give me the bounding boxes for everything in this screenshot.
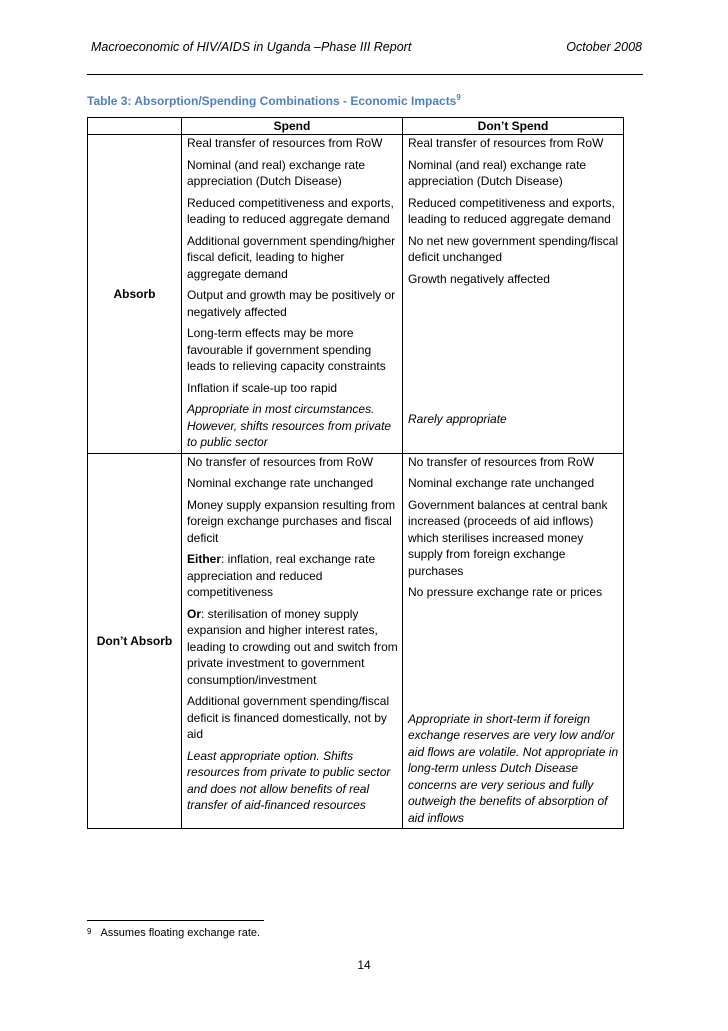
list-item: Money supply expansion resulting from foreign exchange purchases and fiscal deficit — [187, 497, 396, 545]
either-text: : inflation, real exchange rate appreciation and reduced competitiveness — [187, 552, 376, 599]
verdict-text: Least appropriate option. Shifts resources from private to public sector and does not allow benefits of real transfer of aid-financed resources — [187, 748, 391, 812]
running-header-title: Macroeconomic of HIV/AIDS in Uganda –Phase III Report — [91, 40, 412, 54]
footnote — [87, 927, 260, 939]
or-label: Or — [187, 606, 202, 621]
list-item: Long-term effects may be more favourable if government spending leads to relieving capacity constraints — [187, 326, 386, 373]
either-label: Either — [187, 552, 222, 566]
verdict-text: Appropriate in most circumstances. However, shifts resources from private to public sector — [187, 402, 392, 449]
list-item: Inflation if scale-up too rapid — [187, 380, 338, 395]
table-row-dont-absorb — [88, 453, 624, 829]
list-item: Real transfer of resources from RoW — [187, 136, 383, 150]
list-item: Nominal (and real) exchange rate appreciation (Dutch Disease) — [408, 157, 587, 188]
list-item-either — [187, 551, 400, 601]
list-item: Nominal exchange rate unchanged — [408, 476, 595, 490]
list-item: Reduced competitiveness and exports, leading to reduced aggregate demand — [408, 195, 615, 226]
dont-absorb-dont-spend-cell — [403, 453, 624, 829]
list-item: No transfer of resources from RoW — [187, 454, 374, 469]
absorption-spending-table — [87, 117, 624, 829]
table-header-row — [88, 118, 624, 135]
list-item: No transfer of resources from RoW — [408, 454, 595, 469]
dont-spend-column-header: Don’t Spend — [403, 118, 624, 135]
list-item: No net new government spending/fiscal deficit unchanged — [408, 233, 619, 264]
row-label-dont-absorb: Don’t Absorb — [88, 453, 182, 829]
list-item: Growth negatively affected — [408, 271, 550, 286]
or-text: : sterilisation of money supply expansion and higher interest rates, leading to crowding out and switch from private investment to government consumption/investment — [187, 606, 398, 687]
footnote-mark: 9 — [87, 927, 92, 936]
list-item: Output and growth may be positively or negatively affected — [187, 288, 396, 319]
table-caption — [87, 93, 461, 108]
running-header-date: October 2008 — [566, 40, 642, 54]
list-item: Additional government spending/fiscal deficit is financed domestically, not by aid — [187, 694, 390, 741]
header-divider — [87, 74, 643, 75]
corner-header-cell — [88, 118, 182, 135]
absorb-dont-spend-cell — [403, 135, 624, 454]
footnote-divider — [87, 920, 264, 921]
list-item: Government balances at central bank increased (proceeds of aid inflows) which sterilises increased money supply from foreign exchange purchases — [408, 497, 608, 578]
verdict-text: Appropriate in short-term if foreign exchange reserves are very low and/or aid flows are volatile. Not appropriate in long-term unless Dutch Disease concerns are very serious and fully outweigh the benefits of absorption of aid inflows — [408, 711, 619, 825]
list-item-or — [187, 606, 400, 689]
dont-absorb-spend-cell — [182, 453, 403, 829]
list-item: No pressure exchange rate or prices — [408, 585, 603, 599]
list-item: Reduced competitiveness and exports, leading to reduced aggregate demand — [187, 195, 394, 226]
spend-column-header: Spend — [182, 118, 403, 135]
page-number: 14 — [357, 958, 371, 972]
table-caption-text: Table 3: Absorption/Spending Combinations - Economic Impacts — [87, 94, 457, 108]
absorb-spend-cell — [182, 135, 403, 454]
footnote-text: Assumes floating exchange rate. — [100, 927, 261, 939]
footnote-reference[interactable]: 9 — [456, 93, 461, 102]
row-label-absorb: Absorb — [88, 135, 182, 454]
table-row-absorb — [88, 135, 624, 454]
list-item: Real transfer of resources from RoW — [408, 136, 604, 150]
verdict-text: Rarely appropriate — [408, 412, 507, 426]
list-item: Nominal (and real) exchange rate appreciation (Dutch Disease) — [187, 157, 366, 188]
list-item: Additional government spending/higher fiscal deficit, leading to higher aggregate demand — [187, 233, 396, 281]
list-item: Nominal exchange rate unchanged — [187, 476, 374, 490]
